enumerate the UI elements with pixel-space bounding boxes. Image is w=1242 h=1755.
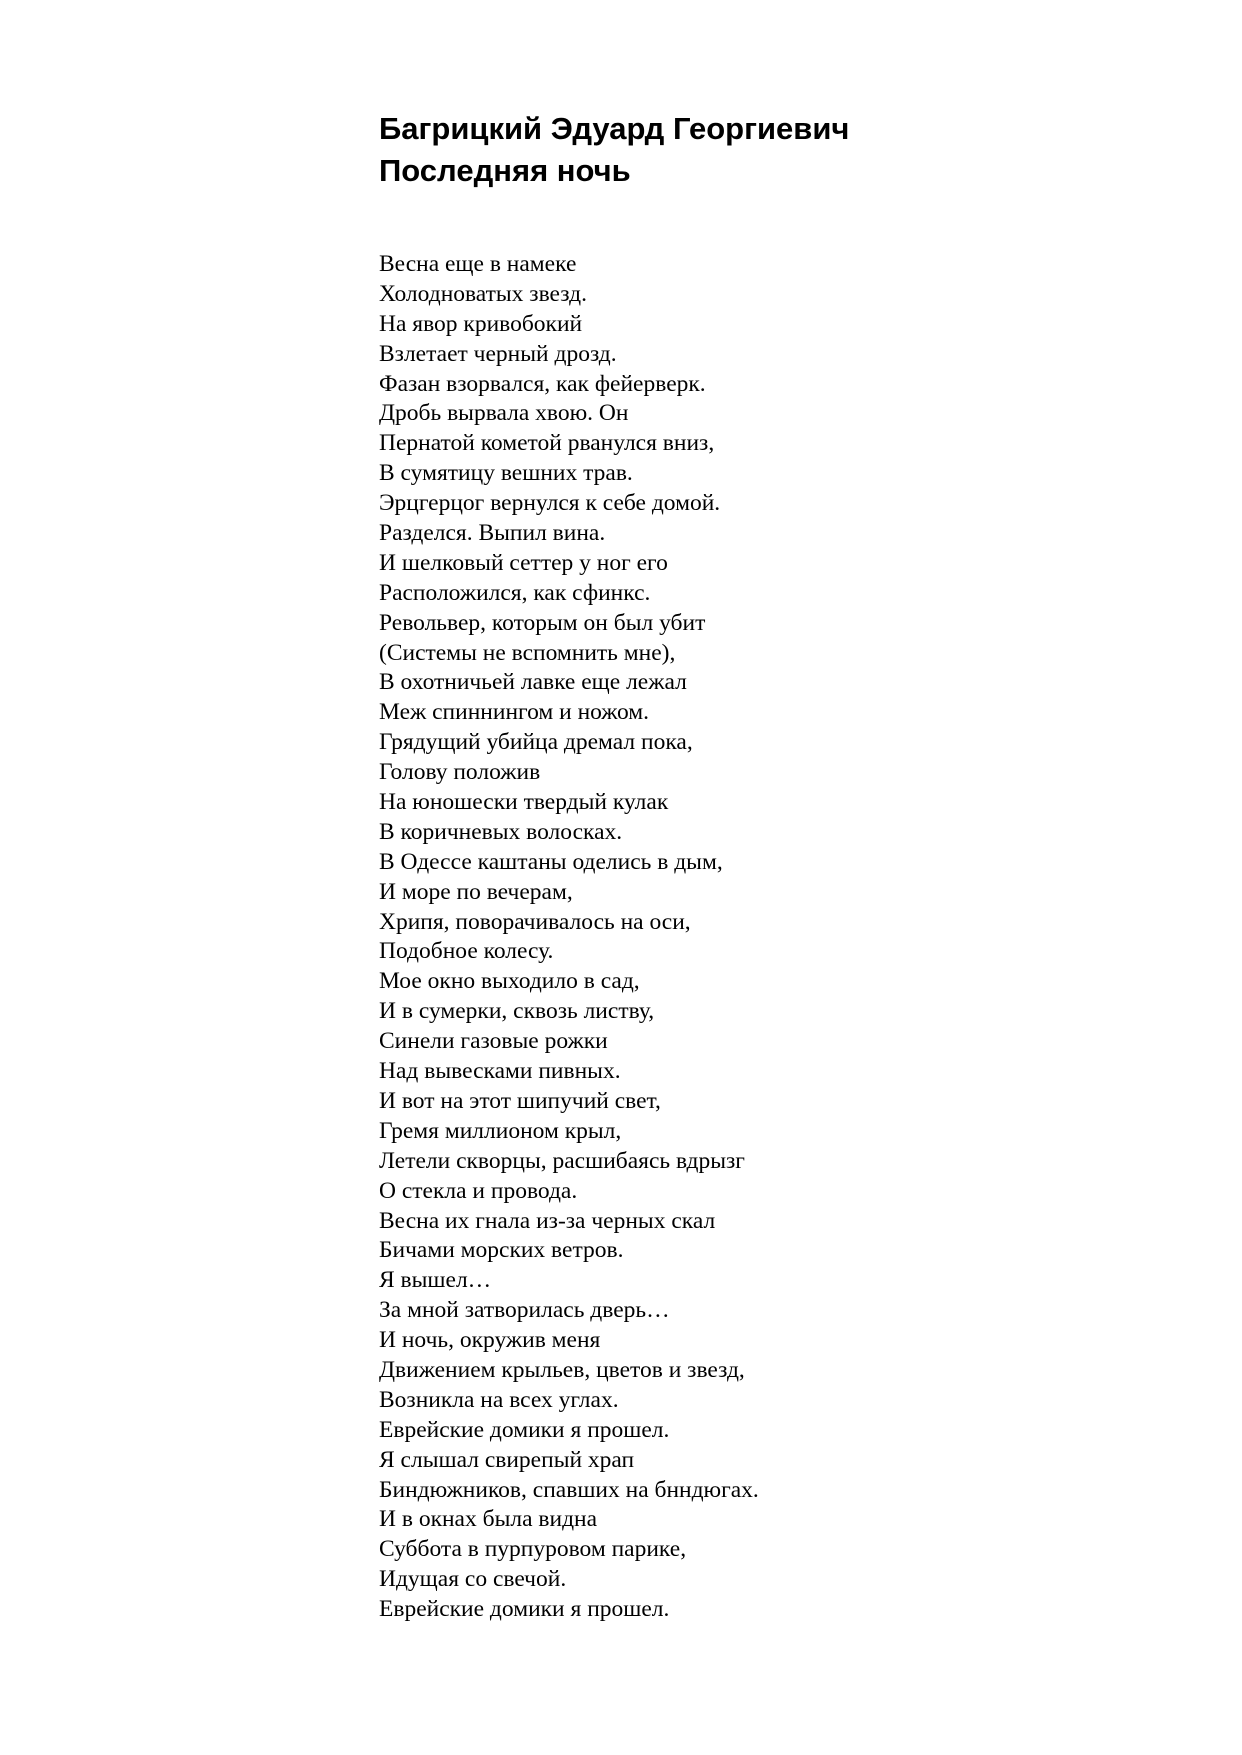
author-name: Багрицкий Эдуард Георгиевич bbox=[379, 111, 850, 146]
poem-line: И вот на этот шипучий свет, bbox=[379, 1087, 661, 1114]
poem-line: Фазан взорвался, как фейерверк. bbox=[379, 370, 706, 397]
poem-line: Синели газовые рожки bbox=[379, 1028, 608, 1055]
poem-line: Биндюжников, спавших на бнндюгах. bbox=[379, 1476, 759, 1503]
poem-line: Пернатой кометой рванулся вниз, bbox=[379, 430, 715, 457]
poem-line: Весна еще в намеке bbox=[379, 251, 577, 277]
poem-line: Дробь вырвала хвою. Он bbox=[379, 400, 629, 427]
poem-line: Разделся. Выпил вина. bbox=[379, 520, 606, 547]
poem-title: Последняя ночь bbox=[379, 153, 631, 188]
poem-line: Холодноватых звезд. bbox=[379, 280, 587, 307]
poem-line: И ночь, окружив меня bbox=[379, 1327, 601, 1354]
poem-line: Еврейские домики я прошел. bbox=[379, 1416, 670, 1443]
poem-line: Движением крыльев, цветов и звезд, bbox=[379, 1356, 745, 1383]
poem-line: На юношески твердый кулак bbox=[379, 789, 669, 816]
poem-line: Мое окно выходило в сад, bbox=[379, 968, 640, 995]
poem-line: Эрцгерцог вернулся к себе домой. bbox=[379, 490, 721, 517]
poem-line: Над вывесками пивных. bbox=[379, 1058, 621, 1085]
poem-line: Летели скворцы, расшибаясь вдрызг bbox=[379, 1147, 745, 1174]
poem-line: Взлетает черный дрозд. bbox=[379, 340, 617, 367]
poem-line: В сумятицу вешних трав. bbox=[379, 460, 633, 487]
poem-line: В коричневых волосках. bbox=[379, 818, 623, 845]
document-header bbox=[379, 108, 1199, 192]
poem-line: И в сумерки, сквозь листву, bbox=[379, 998, 655, 1025]
poem-line: Суббота в пурпуровом парике, bbox=[379, 1536, 687, 1563]
poem-line: Я слышал свирепый храп bbox=[379, 1446, 635, 1473]
poem-line: И шелковый сеттер у ног его bbox=[379, 549, 668, 576]
poem-line: Голову положив bbox=[379, 759, 541, 786]
poem-line: Бичами морских ветров. bbox=[379, 1237, 624, 1264]
poem-line: И море по вечерам, bbox=[379, 878, 573, 905]
poem-line: В Одессе каштаны оделись в дым, bbox=[379, 848, 723, 875]
poem-line: Гремя миллионом крыл, bbox=[379, 1117, 622, 1144]
poem-line: Возникла на всех углах. bbox=[379, 1386, 619, 1413]
poem-line: Я вышел… bbox=[379, 1267, 492, 1294]
poem-line: За мной затворилась дверь… bbox=[379, 1297, 670, 1324]
poem-line: Еврейские домики я прошел. bbox=[379, 1596, 670, 1623]
poem-line: На явор кривобокий bbox=[379, 310, 583, 337]
poem-line: Подобное колесу. bbox=[379, 938, 554, 965]
poem-line: Идущая со свечой. bbox=[379, 1566, 567, 1593]
poem-line: (Системы не вспомнить мне), bbox=[379, 639, 676, 666]
poem-line: Грядущий убийца дремал пока, bbox=[379, 729, 693, 756]
poem-line: Револьвер, которым он был убит bbox=[379, 609, 706, 636]
poem-line: Расположился, как сфинкс. bbox=[379, 579, 651, 606]
poem-line: В охотничьей лавке еще лежал bbox=[379, 669, 687, 696]
poem-line: Хрипя, поворачивалось на оси, bbox=[379, 908, 691, 935]
poem-text bbox=[379, 250, 1199, 1625]
poem-line: Весна их гнала из-за черных скал bbox=[379, 1207, 716, 1234]
poem-line: О стекла и провода. bbox=[379, 1177, 578, 1204]
poem-line: И в окнах была видна bbox=[379, 1506, 598, 1533]
poem-line: Меж спиннингом и ножом. bbox=[379, 699, 650, 726]
